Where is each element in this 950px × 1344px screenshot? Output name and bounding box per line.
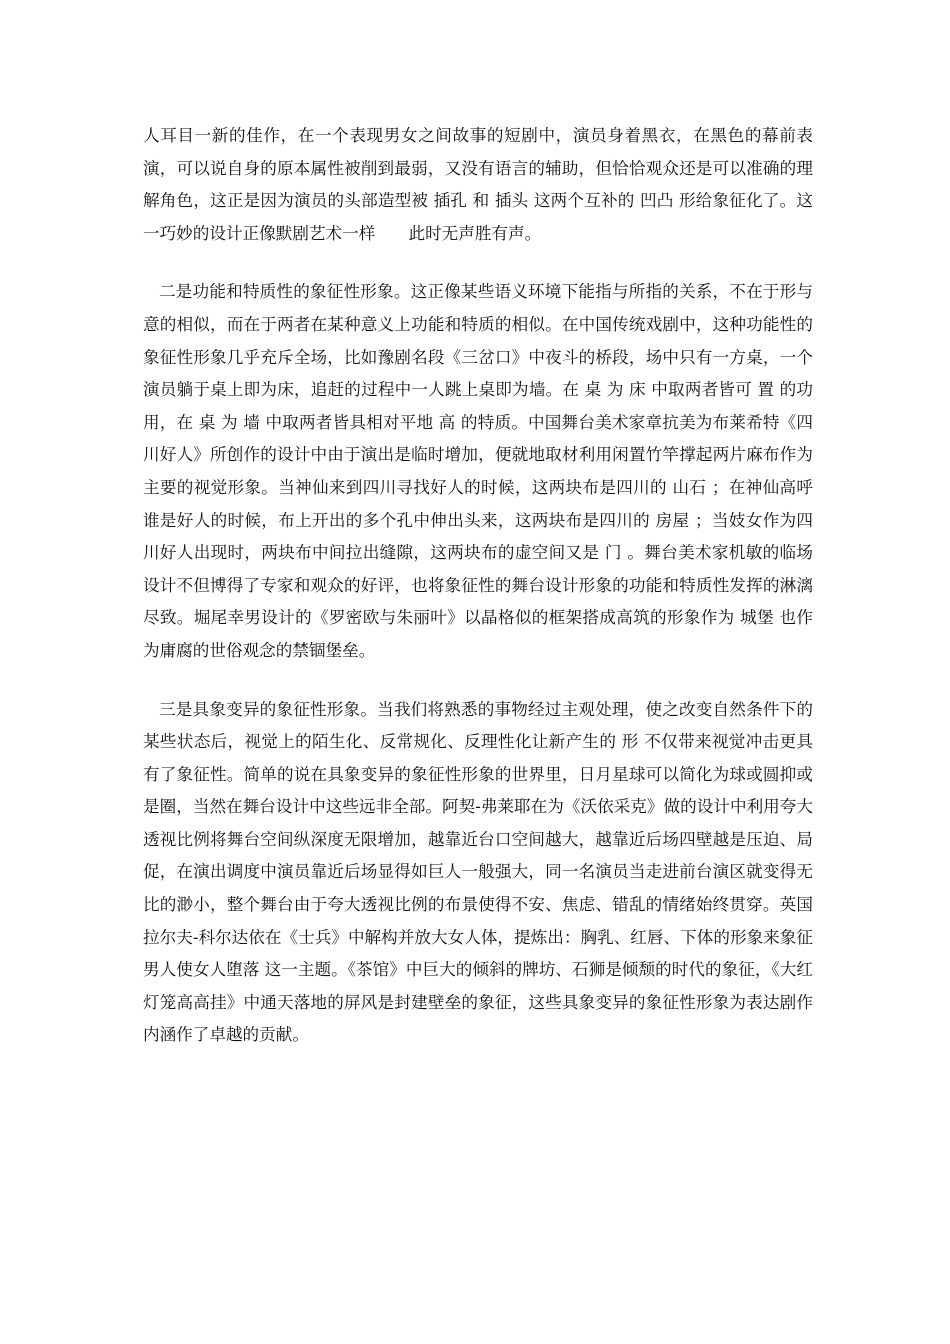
paragraph-concrete-variation-symbolism: 三是具象变异的象征性形象。当我们将熟悉的事物经过主观处理，使之改变自然条件下的某些状态后，视觉上的陌生化、反常规化、反理性化让新产生的 形 不仅带来视觉冲击更具有了象征性。简单的说在具象变异的象征性形象的世界里，日月星球可以简化为球或圆抑或是圈，当然在舞台设计中这些远非全部。阿契-弗莱耶在为《沃依采克》做的设计中利用夸大透视比例将舞台空间纵深度无限增加，越靠近台口空间越大，越靠近后场四壁越是压迫、局促，在演出调度中演员靠近后场显得如巨人一般强大，同一名演员当走进前台演区就变得无比的渺小，整个舞台由于夸大透视比例的布景使得不安、焦虑、错乱的情绪始终贯穿。英国拉尔夫-科尔达依在《士兵》中解构并放大女人体，提炼出：胸乳、红唇、下体的形象来象征 男人使女人堕落 这一主题。《茶馆》中巨大的倾斜的牌坊、石狮是倾颓的时代的象征，《大红灯笼高高挂》中通天落地的屏风是封建壁垒的象征，这些具象变异的象征性形象为表达剧作内涵作了卓越的贡献。: [143, 699, 813, 1045]
document-page: [143, 120, 813, 1052]
paragraph-continuation: 人耳目一新的佳作，在一个表现男女之间故事的短剧中，演员身着黑衣，在黑色的幕前表演，可以说自身的原本属性被削到最弱，又没有语言的辅助，但恰恰观众还是可以准确的理解角色，这正是因为演员的头部造型被 插孔 和 插头 这两个互补的 凹凸 形给象征化了。这一巧妙的设计正像默剧艺术一样 此时无声胜有声。: [143, 126, 813, 243]
paragraph-functional-symbolism: 二是功能和特质性的象征性形象。这正像某些语义环境下能指与所指的关系，不在于形与意的相似，而在于两者在某种意义上功能和特质的相似。在中国传统戏剧中，这种功能性的象征性形象几乎充斥全场，比如豫剧名段《三岔口》中夜斗的桥段，场中只有一方桌，一个演员躺于桌上即为床，追赶的过程中一人跳上桌即为墙。在 桌 为 床 中取两者皆可 置 的功用，在 桌 为 墙 中取两者皆具相对平地 高 的特质。中国舞台美术家章抗美为布莱希特《四川好人》所创作的设计中由于演出是临时增加，便就地取材利用闲置竹竿撑起两片麻布作为主要的视觉形象。当神仙来到四川寻找好人的时候，这两块布是四川的 山石 ；在神仙高呼谁是好人的时候，布上开出的多个孔中伸出头来，这两块布是四川的 房屋 ；当妓女作为四川好人出现时，两块布中间拉出缝隙，这两块布的虚空间又是 门 。舞台美术家机敏的临场设计不但博得了专家和观众的好评，也将象征性的舞台设计形象的功能和特质性发挥的淋漓尽致。堀尾幸男设计的《罗密欧与朱丽叶》以晶格似的框架搭成高筑的形象作为 城堡 也作为庸腐的世俗观念的禁锢堡垒。: [143, 282, 813, 660]
